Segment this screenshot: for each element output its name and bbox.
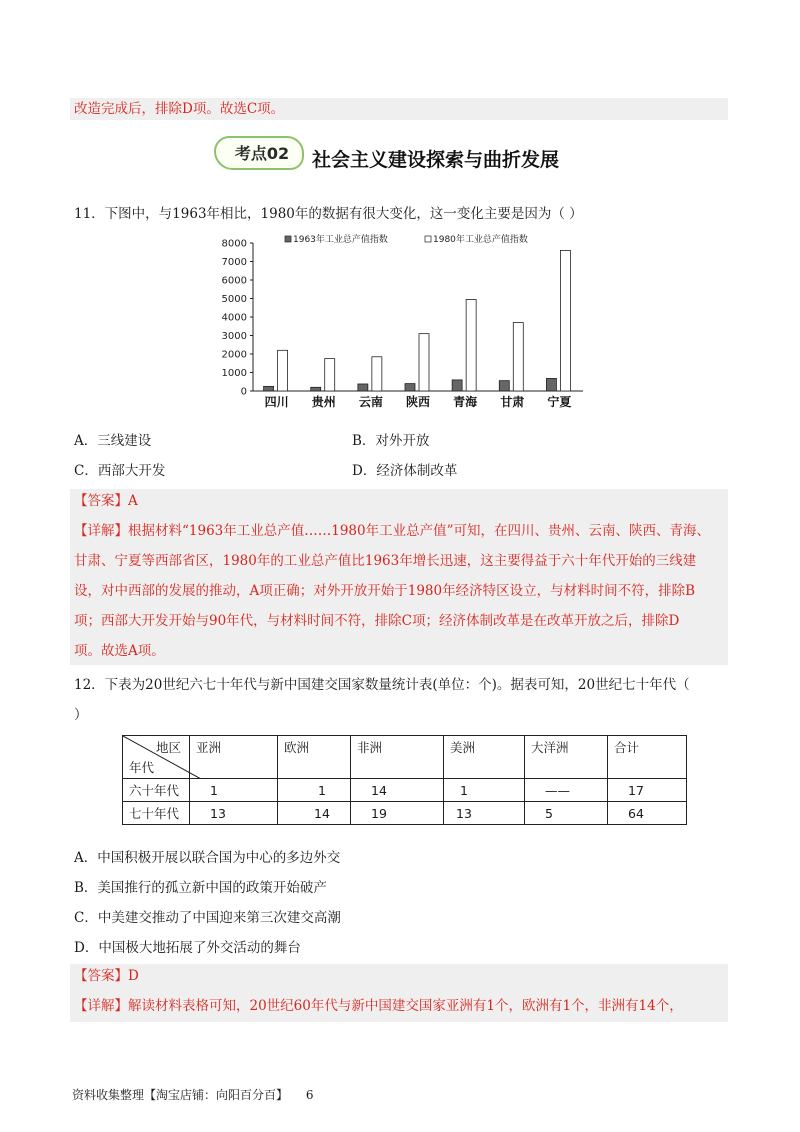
q11-detail-line-3: 设，对中西部的发展的推动，A项正确；对外开放开始于1980年经济特区设立，与材料时间不符，排除B	[74, 583, 696, 599]
bar-1963-宁夏	[546, 378, 556, 391]
row-label: 七十年代	[123, 802, 190, 825]
bar-1963-陕西	[405, 384, 415, 391]
bar-1980-四川	[278, 350, 288, 391]
previous-answer-tail: 改造完成后，排除D项。故选C项。	[74, 101, 285, 117]
q12-option-d: D．中国极大地拓展了外交活动的舞台	[74, 940, 301, 956]
table-cell: 13	[444, 802, 525, 825]
table-cell: 64	[608, 802, 687, 825]
y-tick-label: 7000	[221, 257, 247, 268]
x-category-label: 贵州	[311, 395, 336, 409]
section-title: 社会主义建设探索与曲折发展	[312, 149, 560, 171]
col-header: 欧洲	[278, 736, 351, 779]
bar-1980-甘肃	[513, 323, 523, 391]
q11-answer: 【答案】A	[74, 493, 138, 509]
y-tick-label: 3000	[221, 331, 247, 342]
legend-label-1963: 1963年工业总产值指数	[293, 235, 388, 245]
y-tick-label: 5000	[221, 294, 247, 305]
col-header: 亚洲	[190, 736, 278, 779]
table-corner-cell	[123, 736, 190, 779]
legend-label-1980: 1980年工业总产值指数	[433, 235, 528, 245]
q12-answer: 【答案】D	[74, 968, 139, 984]
section-badge: 考点02	[234, 144, 290, 163]
bar-1963-四川	[264, 386, 274, 391]
table-cell: 17	[608, 779, 687, 802]
table-cell: 1	[444, 779, 525, 802]
col-header: 合计	[608, 736, 687, 779]
x-category-label: 陕西	[405, 395, 431, 409]
q12-detail: 【详解】解读材料表格可知，20世纪60年代与新中国建交国家亚洲有1个，欧洲有1个，非洲有14个，	[74, 998, 683, 1014]
q11-bar-chart	[205, 228, 590, 413]
y-tick-label: 0	[240, 386, 247, 398]
q11-option-b: B．对外开放	[352, 433, 430, 449]
footer-text: 资料收集整理【淘宝店铺：向阳百分百】	[72, 1088, 289, 1102]
header-year: 年代	[129, 760, 155, 775]
q11-option-d: D．经济体制改革	[352, 463, 458, 479]
bar-1963-青海	[452, 380, 462, 391]
table-row	[123, 779, 687, 802]
q12-stem-line-1: 12．下表为20世纪六七十年代与新中国建交国家数量统计表(单位：个)。据表可知，20世纪七十年代（	[74, 677, 690, 693]
table-cell: 13	[190, 802, 278, 825]
page-number: 6	[305, 1088, 314, 1102]
legend-swatch-1963	[285, 236, 291, 242]
q11-detail-line-4: 项；西部大开发开始与90年代，与材料时间不符，排除C项；经济体制改革是在改革开放之后，排除D	[74, 613, 680, 629]
q11-option-c: C．西部大开发	[74, 463, 166, 479]
x-category-label: 青海	[453, 395, 478, 409]
table-row	[123, 802, 687, 825]
row-label: 六十年代	[123, 779, 190, 802]
x-category-label: 四川	[264, 395, 289, 409]
table-cell: 1	[190, 779, 278, 802]
q11-stem: 11．下图中，与1963年相比，1980年的数据有很大变化，这一变化主要是因为（ ）	[74, 206, 583, 222]
bar-1980-贵州	[325, 359, 335, 391]
table-cell: ——	[525, 779, 608, 802]
x-category-label: 甘肃	[500, 395, 525, 409]
footer	[72, 1086, 313, 1103]
y-tick-label: 4000	[221, 312, 247, 324]
q12-option-c: C．中美建交推动了中国迎来第三次建交高潮	[74, 910, 341, 926]
q12-option-b: B．美国推行的孤立新中国的政策开始破产	[74, 880, 327, 896]
table-cell: 5	[525, 802, 608, 825]
col-header: 非洲	[351, 736, 444, 779]
bar-1980-宁夏	[560, 250, 570, 391]
y-tick-label: 1000	[221, 368, 247, 379]
header-region: 地区	[155, 740, 181, 755]
col-header: 美洲	[444, 736, 525, 779]
y-tick-label: 8000	[221, 238, 247, 250]
q12-option-a: A．中国积极开展以联合国为中心的多边外交	[74, 850, 341, 866]
q11-detail-line-5: 项。故选A项。	[74, 643, 165, 659]
col-header: 大洋洲	[525, 736, 608, 779]
table-cell: 14	[351, 779, 444, 802]
q11-detail-line-2: 甘肃、宁夏等西部省区，1980年的工业总产值比1963年增长迅速，这主要得益于六十年代开始的三线建	[74, 553, 697, 569]
table-cell: 19	[351, 802, 444, 825]
bar-1963-贵州	[311, 387, 321, 391]
legend-swatch-1980	[425, 236, 431, 242]
q12-stem-line-2: ）	[74, 707, 88, 723]
bar-1963-云南	[358, 384, 368, 391]
bar-1963-甘肃	[499, 381, 509, 391]
q11-answer-shade	[70, 489, 728, 665]
table-cell: 1	[278, 779, 351, 802]
bar-1980-青海	[466, 299, 476, 391]
y-tick-label: 2000	[221, 349, 247, 361]
y-tick-label: 6000	[221, 275, 247, 287]
q11-option-a: A．三线建设	[74, 433, 152, 449]
q12-table	[122, 735, 687, 825]
bar-1980-陕西	[419, 334, 429, 391]
q11-detail-line-1: 【详解】根据材料“1963年工业总产值……1980年工业总产值”可知，在四川、贵州、云南、陕西、青海、	[74, 523, 711, 539]
x-category-label: 云南	[358, 395, 383, 409]
table-cell: 14	[278, 802, 351, 825]
x-category-label: 宁夏	[547, 395, 572, 409]
bar-1980-云南	[372, 357, 382, 391]
q12-table-wrap	[122, 735, 687, 825]
